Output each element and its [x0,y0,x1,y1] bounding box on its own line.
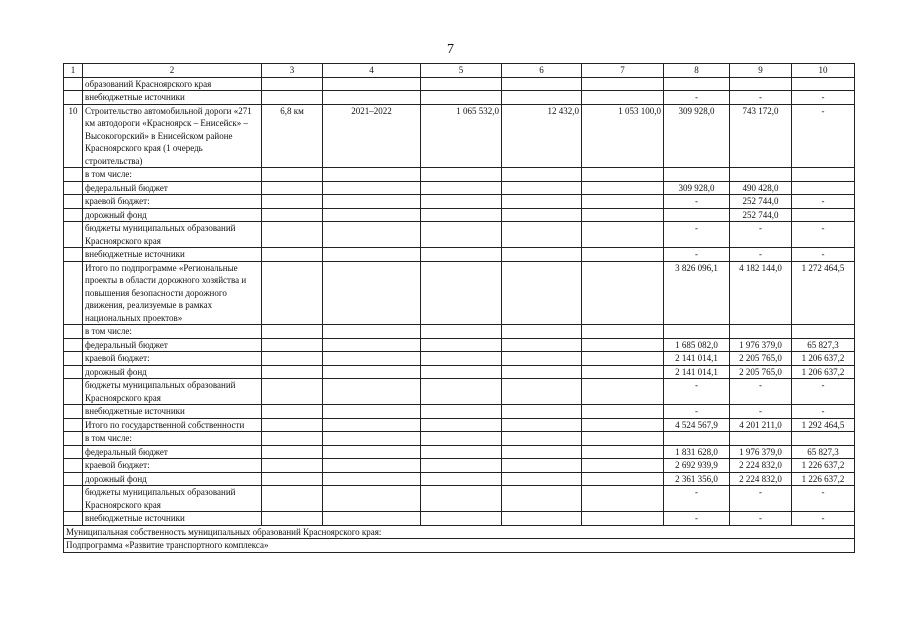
table-cell [502,512,582,526]
table-cell [502,195,582,209]
table-cell [421,91,502,105]
section-heading: Муниципальная собственность муниципальных образований Красноярского края: [64,525,855,539]
table-cell: - [664,195,730,209]
table-cell [582,248,664,262]
table-cell [582,261,664,325]
table-cell [421,248,502,262]
table-cell [421,261,502,325]
table-cell: - [730,486,792,512]
row-label-cell: в том числе: [83,168,262,182]
table-cell [64,459,83,473]
table-cell [323,445,421,459]
table-cell [421,486,502,512]
table-cell [421,445,502,459]
table-row [64,352,855,366]
table-cell [582,459,664,473]
table-cell: 4 182 144,0 [730,261,792,325]
row-label-cell: федеральный бюджет [83,445,262,459]
row-label-cell: бюджеты муниципальных образований Красноярского края [83,379,262,405]
row-label-cell: Итого по подпрограмме «Региональные проекты в области дорожного хозяйства и повышения безопасности дорожного движения, реализуемые в рамках национальных проектов» [83,261,262,325]
table-cell [262,445,323,459]
table-cell [323,405,421,419]
table-cell [582,486,664,512]
table-cell [64,261,83,325]
table-cell [421,418,502,432]
row-label-cell: образований Красноярского края [83,77,262,91]
table-cell [323,365,421,379]
table-row [64,325,855,339]
table-cell [262,325,323,339]
table-cell: 490 428,0 [730,181,792,195]
table-cell: 2 224 832,0 [730,472,792,486]
table-row [64,168,855,182]
row-label-cell: федеральный бюджет [83,338,262,352]
table-cell [502,261,582,325]
header-cell: 10 [792,64,855,78]
table-cell [323,379,421,405]
table-row [64,418,855,432]
table-cell [323,77,421,91]
table-cell [582,405,664,419]
header-cell: 3 [262,64,323,78]
table-cell [664,208,730,222]
table-cell [64,512,83,526]
table-cell: 6,8 км [262,104,323,168]
table-cell [64,418,83,432]
table-cell [262,181,323,195]
table-cell [262,248,323,262]
table-cell [262,91,323,105]
table-cell [262,338,323,352]
table-cell [262,432,323,446]
table-row [64,248,855,262]
table-cell [421,325,502,339]
table-cell [502,459,582,473]
table-cell [323,168,421,182]
table-cell [502,365,582,379]
table-cell: - [730,405,792,419]
table-row [64,338,855,352]
table-cell: - [730,512,792,526]
table-row [64,486,855,512]
table-cell: 743 172,0 [730,104,792,168]
table-cell [582,418,664,432]
table-cell [64,338,83,352]
section-row-subprogram [64,539,855,553]
row-label-cell: бюджеты муниципальных образований Красноярского края [83,486,262,512]
table-cell [323,248,421,262]
table-cell [664,168,730,182]
table-cell: 1 976 379,0 [730,338,792,352]
table-cell: 1 226 637,2 [792,472,855,486]
table-row [64,459,855,473]
table-row [64,195,855,209]
row-label-cell: в том числе: [83,432,262,446]
table-cell: 252 744,0 [730,208,792,222]
table-cell [262,168,323,182]
table-cell [582,338,664,352]
table-cell [421,222,502,248]
table-cell [64,445,83,459]
table-cell [262,222,323,248]
header-cell: 2 [83,64,262,78]
table-cell [582,445,664,459]
row-label-cell: краевой бюджет: [83,195,262,209]
table-cell: - [664,91,730,105]
table-cell [502,181,582,195]
table-cell [792,208,855,222]
table-cell: 4 201 211,0 [730,418,792,432]
table-cell [502,168,582,182]
table-row [64,208,855,222]
table-cell: - [664,248,730,262]
table-cell [262,405,323,419]
table-cell [421,379,502,405]
table-cell [421,338,502,352]
table-cell [64,248,83,262]
table-cell [792,181,855,195]
table-cell [323,418,421,432]
table-cell [792,168,855,182]
table-cell [64,365,83,379]
table-cell [323,512,421,526]
table-cell [262,379,323,405]
row-label-cell: внебюджетные источники [83,91,262,105]
row-label-cell: дорожный фонд [83,208,262,222]
table-cell [262,365,323,379]
table-cell [502,352,582,366]
header-cell: 4 [323,64,421,78]
table-cell [502,445,582,459]
table-cell [421,352,502,366]
table-cell [421,405,502,419]
table-cell [323,325,421,339]
table-cell [582,222,664,248]
table-cell [421,472,502,486]
table-cell [421,512,502,526]
table-cell: 1 976 379,0 [730,445,792,459]
table-cell: - [792,91,855,105]
page-number: 7 [447,42,454,57]
table-cell [262,512,323,526]
table-row [64,405,855,419]
table-cell: 1 292 464,5 [792,418,855,432]
row-label-cell: бюджеты муниципальных образований Красноярского края [83,222,262,248]
table-cell [421,459,502,473]
table-cell [323,181,421,195]
table-cell: - [730,379,792,405]
table-cell [64,486,83,512]
table-cell: 1 831 628,0 [664,445,730,459]
table-cell: - [792,248,855,262]
table-cell [421,365,502,379]
table-cell: 1 685 082,0 [664,338,730,352]
table-cell [502,91,582,105]
table-cell [64,168,83,182]
table-cell: - [792,195,855,209]
table-cell [64,325,83,339]
table-cell: 2 141 014,1 [664,365,730,379]
table-cell: 1 065 532,0 [421,104,502,168]
table-cell [64,91,83,105]
table-row [64,261,855,325]
row-label-cell: дорожный фонд [83,472,262,486]
table-cell [502,325,582,339]
table-cell: 1 053 100,0 [582,104,664,168]
table-cell [262,261,323,325]
header-cell: 5 [421,64,502,78]
row-label-cell: внебюджетные источники [83,512,262,526]
table-cell [323,459,421,473]
table-cell [323,195,421,209]
table-cell: 2 141 014,1 [664,352,730,366]
table-cell [421,77,502,91]
table-cell [262,195,323,209]
table-cell [262,472,323,486]
table-cell [323,91,421,105]
table-row [64,379,855,405]
table-cell [582,325,664,339]
table-cell [582,512,664,526]
table-cell: 309 928,0 [664,104,730,168]
table-cell: - [730,91,792,105]
table-cell [502,418,582,432]
table-cell: - [792,512,855,526]
table-cell [64,432,83,446]
header-cell: 6 [502,64,582,78]
table-cell [421,181,502,195]
table-cell: 1 206 637,2 [792,365,855,379]
table-cell [582,208,664,222]
table-cell: - [664,222,730,248]
table-cell [262,77,323,91]
row-label-cell: внебюджетные источники [83,405,262,419]
table-row [64,104,855,168]
header-cell: 8 [664,64,730,78]
table-cell [64,208,83,222]
table-cell [582,379,664,405]
table-row [64,91,855,105]
table-row [64,222,855,248]
table-cell [64,379,83,405]
table-cell [730,432,792,446]
table-cell: 65 827,3 [792,445,855,459]
table-cell [502,248,582,262]
table-cell [262,486,323,512]
table-cell [502,379,582,405]
table-row [64,445,855,459]
table-cell: 2 205 765,0 [730,365,792,379]
table-row [64,432,855,446]
header-cell: 7 [582,64,664,78]
table-header-row [64,64,855,78]
table-cell: - [730,222,792,248]
table-cell [502,338,582,352]
table-cell [502,432,582,446]
table-cell [262,352,323,366]
table-row [64,512,855,526]
table-cell: 309 928,0 [664,181,730,195]
table-cell [730,325,792,339]
table-cell: - [792,486,855,512]
table-cell: 2 361 356,0 [664,472,730,486]
table-cell: 1 226 637,2 [792,459,855,473]
table-cell [323,432,421,446]
table-cell [792,432,855,446]
table-cell [262,459,323,473]
table-cell [323,222,421,248]
table-cell [64,472,83,486]
table-cell [323,338,421,352]
table-cell [64,195,83,209]
table-cell [582,168,664,182]
table-cell: 1 272 464,5 [792,261,855,325]
table-cell: 2 224 832,0 [730,459,792,473]
table-cell [323,472,421,486]
table-cell: 4 524 567,9 [664,418,730,432]
table-cell [421,195,502,209]
table-cell [421,168,502,182]
row-label-cell: в том числе: [83,325,262,339]
table-cell: - [664,405,730,419]
table-cell [582,352,664,366]
table-cell [664,77,730,91]
table-cell: - [664,512,730,526]
table-row [64,77,855,91]
header-cell: 9 [730,64,792,78]
table-cell: 12 432,0 [502,104,582,168]
table-cell [262,418,323,432]
section-heading: Подпрограмма «Развитие транспортного комплекса» [64,539,855,553]
table-cell [730,77,792,91]
table-cell [792,77,855,91]
table-cell: 3 826 096,1 [664,261,730,325]
table-cell [792,325,855,339]
table-cell [582,181,664,195]
table-cell [421,208,502,222]
table-cell [582,365,664,379]
table-cell: - [792,379,855,405]
table-cell: 1 206 637,2 [792,352,855,366]
row-label-cell: внебюджетные источники [83,248,262,262]
table-cell: 65 827,3 [792,338,855,352]
row-label-cell: Строительство автомобильной дороги «271 км автодороги «Красноярск – Енисейск» – Высокогорский» в Енисейском районе Красноярского края (1 очередь строительства) [83,104,262,168]
table-cell [730,168,792,182]
table-cell [664,432,730,446]
table-cell: - [664,379,730,405]
table-cell: - [792,104,855,168]
row-label-cell: федеральный бюджет [83,181,262,195]
table-cell [582,472,664,486]
table-cell [502,486,582,512]
table-cell [502,472,582,486]
table-cell [262,208,323,222]
table-cell: - [730,248,792,262]
table-cell [64,352,83,366]
table-cell [323,352,421,366]
table-cell [582,91,664,105]
table-cell: 252 744,0 [730,195,792,209]
table-cell [582,77,664,91]
table-cell [64,181,83,195]
row-label-cell: дорожный фонд [83,365,262,379]
table-cell [64,405,83,419]
table-cell [502,405,582,419]
table-cell: - [664,486,730,512]
row-label-cell: краевой бюджет: [83,352,262,366]
table-cell: 2021–2022 [323,104,421,168]
table-cell [502,222,582,248]
table-row [64,365,855,379]
table-cell: 2 692 939,9 [664,459,730,473]
table-cell: 2 205 765,0 [730,352,792,366]
table-row [64,472,855,486]
table-cell [582,432,664,446]
section-row-municipal [64,525,855,539]
table-cell [64,77,83,91]
row-label-cell: Итого по государственной собственности [83,418,262,432]
table-cell [323,261,421,325]
table-cell [502,77,582,91]
table-cell [64,222,83,248]
table-cell: 10 [64,104,83,168]
row-label-cell: краевой бюджет: [83,459,262,473]
table-row [64,181,855,195]
header-cell: 1 [64,64,83,78]
table-cell [323,208,421,222]
table-cell [664,325,730,339]
table-cell [582,195,664,209]
table-cell [323,486,421,512]
table-cell: - [792,405,855,419]
table-cell [502,208,582,222]
table-cell: - [792,222,855,248]
table-cell [421,432,502,446]
budget-table [63,63,855,553]
